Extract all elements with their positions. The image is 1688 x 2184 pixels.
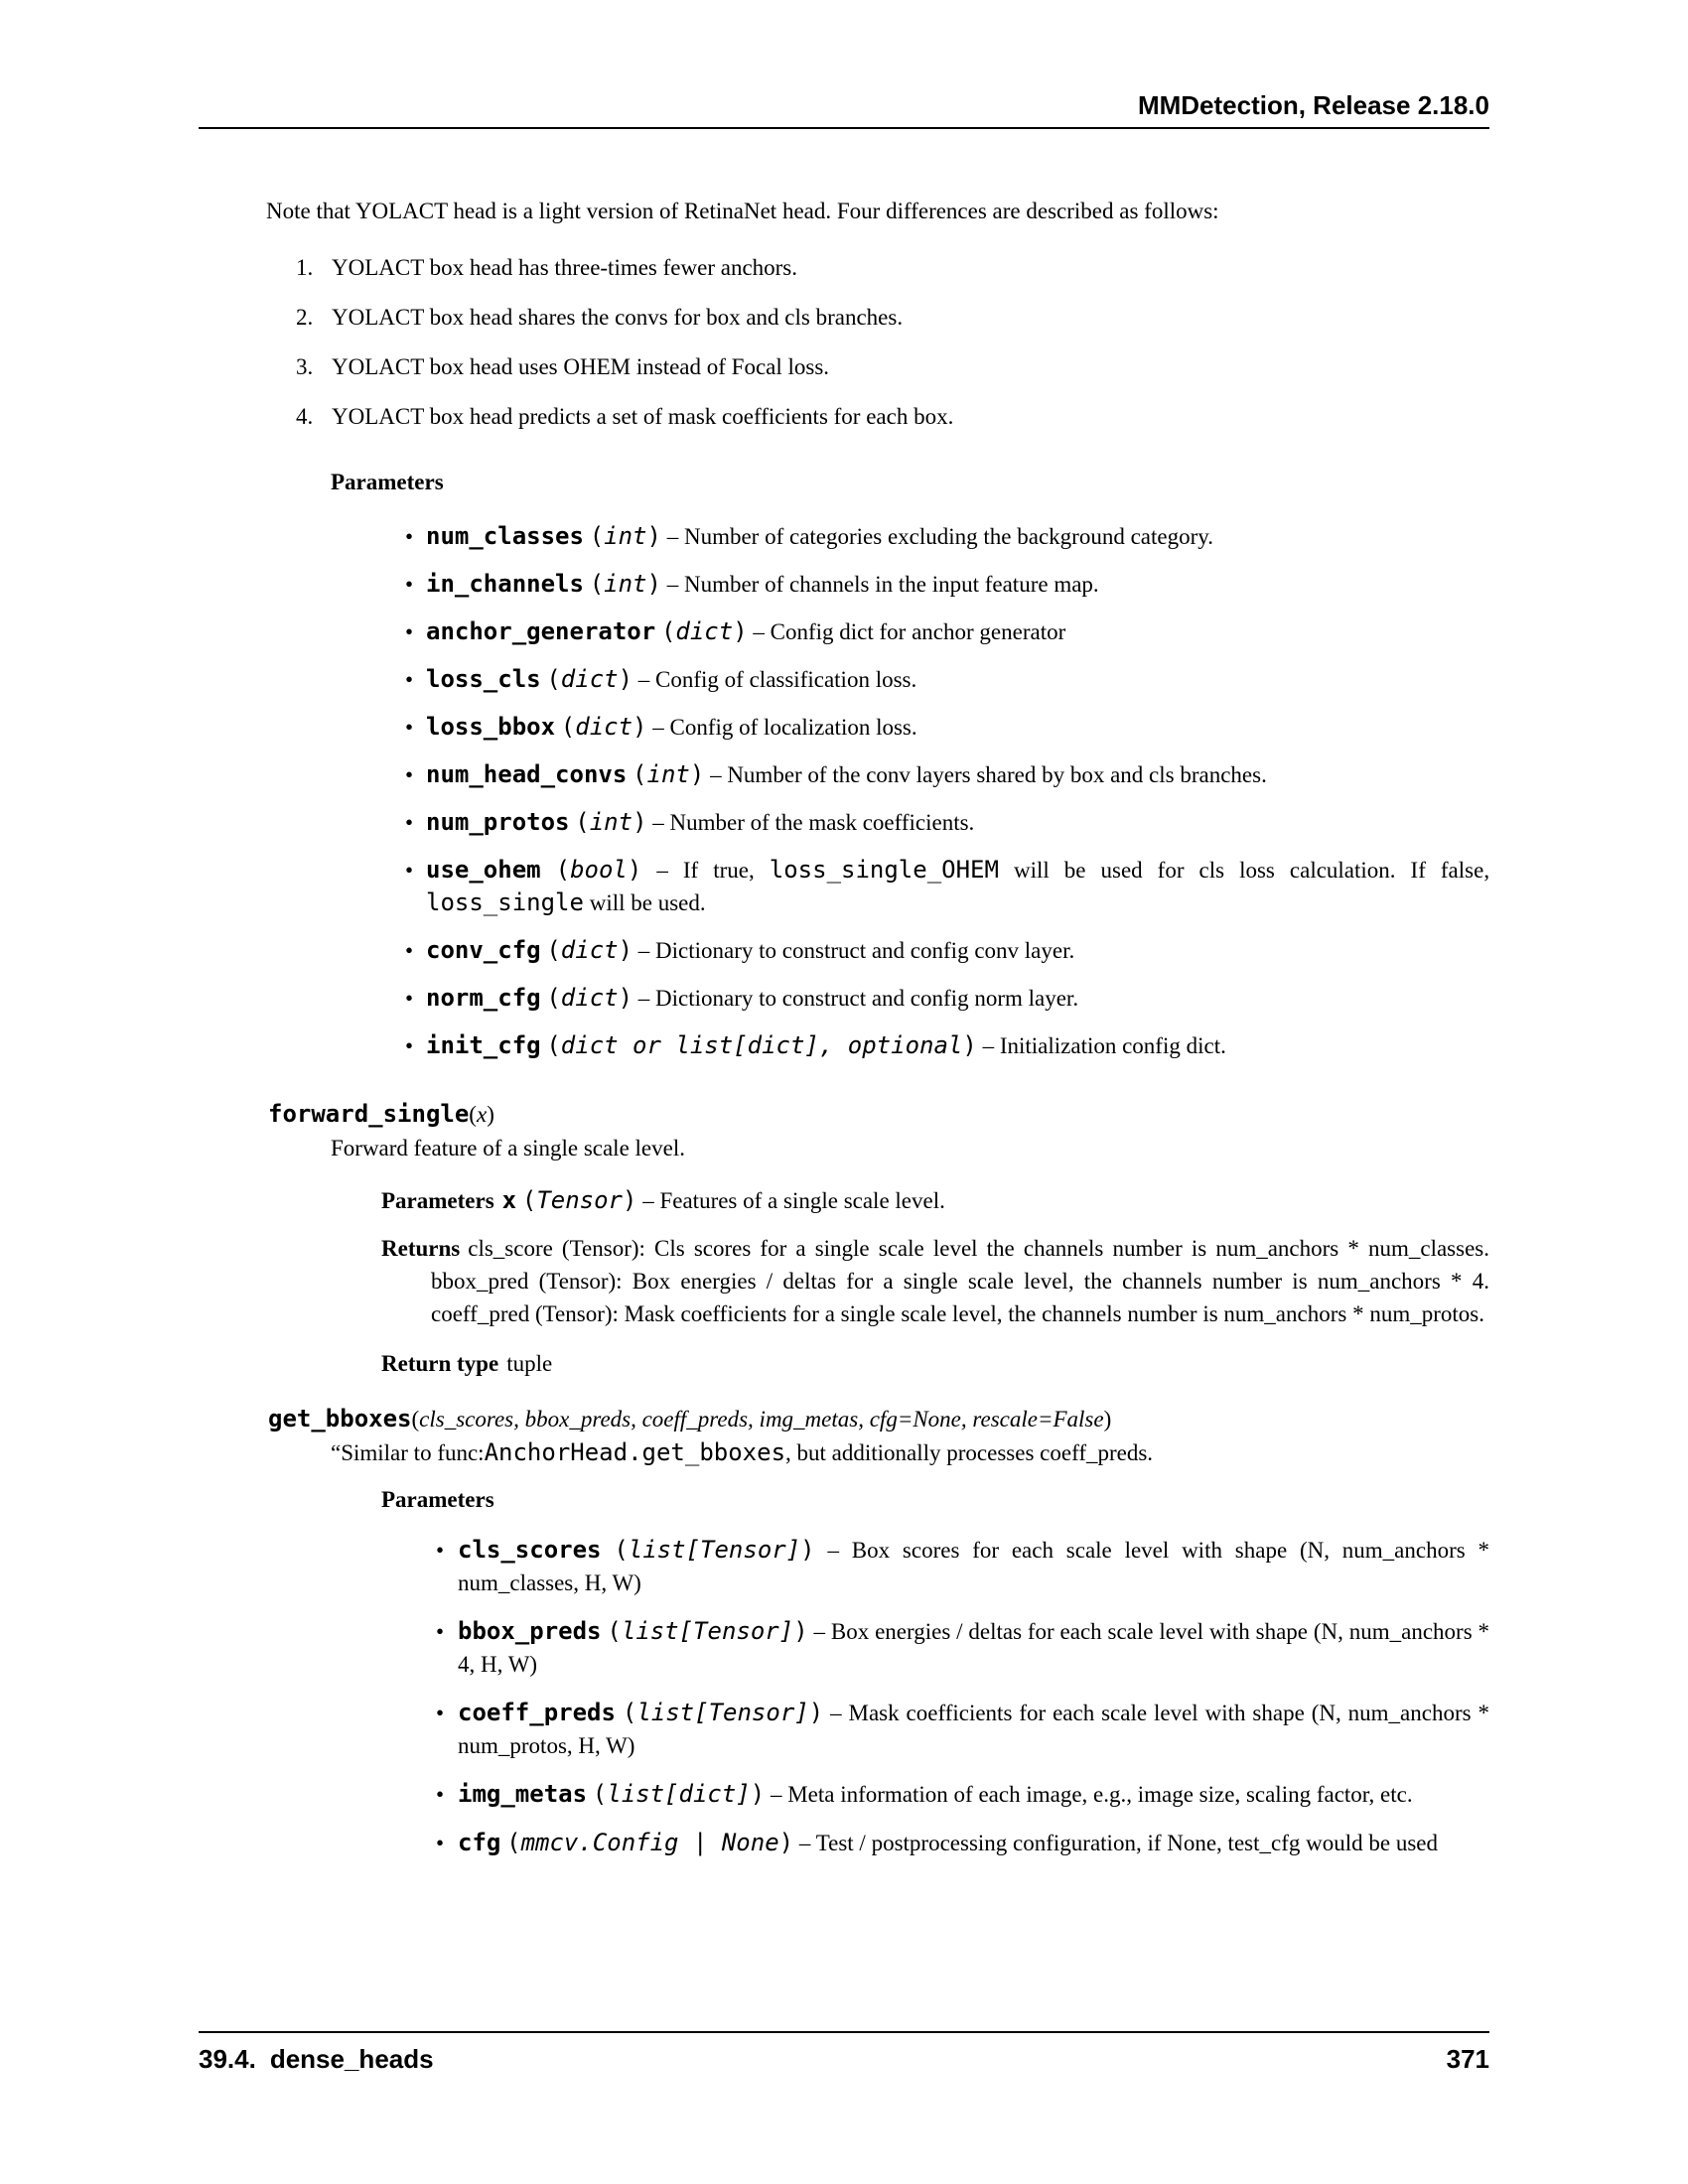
list-item	[296, 350, 1489, 383]
method-forward-single	[199, 1098, 1489, 1380]
page-body	[199, 195, 1489, 1859]
parameter-type: ( list[Tensor] )	[614, 1536, 814, 1564]
parameter-name: coeff_preds	[458, 1699, 616, 1726]
return-type-field	[381, 1347, 1489, 1380]
parameter-type: ( dict )	[546, 984, 633, 1012]
summary-prefix: “Similar to func:	[331, 1440, 485, 1465]
list-item-number: 1.	[296, 255, 314, 280]
parameter-name: anchor_generator	[426, 617, 656, 645]
list-item-number: 3.	[296, 354, 314, 379]
parameter-type: ( dict )	[546, 665, 633, 693]
parameter-name: x	[501, 1186, 517, 1214]
parameter-desc: – Box energies / deltas for each scale level with shape (N, num_anchors * 4, H, W)	[458, 1619, 1490, 1677]
inline-code: loss_single	[426, 888, 584, 916]
parameter-desc: – Number of channels in the input feature map.	[666, 572, 1099, 597]
parameter-item	[426, 758, 1489, 791]
list-item-number: 2.	[296, 305, 314, 330]
parameter-type: ( int )	[590, 570, 661, 598]
parameter-desc: – Number of the conv layers shared by box and cls branches.	[710, 762, 1267, 787]
parameter-name: conv_cfg	[426, 936, 541, 964]
parameter-desc: – Box scores for each scale level with shape (N, num_anchors * num_classes, H, W)	[458, 1538, 1490, 1595]
footer-page-number: 371	[1446, 2044, 1489, 2074]
parameter-type: ( bool )	[556, 856, 642, 884]
parameter-type: ( int )	[575, 808, 646, 836]
parameter-item	[426, 520, 1489, 553]
differences-list	[296, 251, 1489, 433]
method-signature	[268, 1098, 1489, 1131]
returns-text: cls_score (Tensor): Cls scores for a single scale level the channels number is num_anchors * num_classes. bbox_pred (Tensor): Box energies / deltas for a single scale level, the channels number is num_anchors * 4. coeff_pred (Tensor): Mask coefficients for a single scale level, the channels number is num_anchors * num_protos.	[431, 1236, 1489, 1326]
method-parameters-list	[458, 1534, 1489, 1859]
list-item-text: YOLACT box head uses OHEM instead of Focal loss.	[332, 354, 830, 379]
inline-code: loss_single_OHEM	[769, 856, 999, 884]
parameter-type: ( int )	[590, 522, 661, 550]
parameter-desc: – Mask coefficients for each scale level with shape (N, num_anchors * num_protos, H, W)	[458, 1701, 1489, 1758]
parameters-heading: Parameters	[331, 470, 444, 494]
parameter-desc: – Meta information of each image, e.g., image size, scaling factor, etc.	[770, 1782, 1413, 1807]
method-summary	[331, 1436, 1489, 1469]
parameter-name: cls_scores	[458, 1536, 602, 1564]
parameter-desc: – Features of a single scale level.	[642, 1188, 945, 1213]
parameter-item	[458, 1615, 1489, 1681]
parameter-type: ( dict )	[561, 713, 647, 741]
parameter-type: ( dict )	[661, 617, 748, 645]
intro-paragraph: Note that YOLACT head is a light version of RetinaNet head. Four differences are described as follows:	[266, 199, 1219, 223]
parameter-name: num_protos	[426, 808, 570, 836]
inline-code: AnchorHead.get_bboxes	[484, 1438, 786, 1466]
method-name: get_bboxes	[268, 1405, 412, 1433]
parameter-name: loss_cls	[426, 665, 541, 693]
parameters-field	[381, 1184, 1489, 1217]
parameter-type: ( list[dict] )	[593, 1780, 765, 1808]
list-item	[296, 251, 1489, 284]
parameter-name: img_metas	[458, 1780, 588, 1808]
summary-suffix: , but additionally processes coeff_preds.	[785, 1440, 1154, 1465]
parameter-item	[426, 615, 1489, 648]
parameter-name: norm_cfg	[426, 984, 541, 1012]
parameter-desc: – If true,	[656, 858, 755, 883]
method-args: ( x )	[469, 1102, 494, 1127]
parameter-item	[426, 934, 1489, 967]
parameter-desc: – Dictionary to construct and config norm layer.	[637, 986, 1079, 1011]
parameter-desc: will be used for cls loss calculation. If false,	[1013, 858, 1490, 883]
footer-section-number: 39.4.	[199, 2044, 256, 2074]
parameter-type: ( list[Tensor] )	[607, 1617, 807, 1645]
list-item	[296, 400, 1489, 433]
parameter-desc: – Config dict for anchor generator	[753, 619, 1066, 644]
footer-section-label: dense_heads	[269, 2044, 434, 2074]
parameter-desc: – Dictionary to construct and config conv layer.	[637, 938, 1075, 963]
parameter-desc: – Number of categories excluding the background category.	[666, 524, 1214, 549]
parameter-name: in_channels	[426, 570, 584, 598]
parameter-item	[426, 854, 1489, 919]
method-name: forward_single	[268, 1100, 470, 1128]
parameter-type: ( list[Tensor] )	[623, 1699, 823, 1726]
footer-section	[199, 2043, 434, 2076]
parameter-desc: will be used.	[589, 890, 706, 915]
return-type-value: tuple	[506, 1351, 553, 1376]
parameter-name: cfg	[458, 1829, 501, 1856]
field-label: Returns	[381, 1236, 461, 1261]
returns-field	[381, 1232, 1489, 1330]
field-label: Return type	[381, 1351, 499, 1376]
method-signature	[268, 1403, 1489, 1435]
parameter-name: use_ohem	[426, 856, 541, 884]
parameter-item	[426, 711, 1489, 744]
parameter-item	[426, 663, 1489, 696]
header-title: MMDetection, Release 2.18.0	[1137, 90, 1489, 120]
parameter-desc: – Config of localization loss.	[652, 715, 917, 740]
list-item-number: 4.	[296, 404, 314, 429]
list-item-text: YOLACT box head has three-times fewer anchors.	[332, 255, 798, 280]
parameter-item	[458, 1534, 1489, 1599]
list-item-text: YOLACT box head predicts a set of mask coefficients for each box.	[332, 404, 954, 429]
parameter-type: ( dict or list[dict], optional )	[546, 1031, 976, 1059]
parameter-type: ( Tensor )	[522, 1186, 637, 1214]
parameter-name: init_cfg	[426, 1031, 541, 1059]
parameter-type: ( mmcv.Config | None )	[506, 1829, 793, 1856]
parameter-item	[426, 1029, 1489, 1062]
parameter-item	[458, 1778, 1489, 1811]
parameter-name: bbox_preds	[458, 1617, 602, 1645]
parameter-desc: – Test / postprocessing configuration, if None, test_cfg would be used	[798, 1831, 1438, 1855]
parameter-item	[426, 568, 1489, 601]
parameter-name: loss_bbox	[426, 713, 556, 741]
page-footer	[199, 2031, 1489, 2076]
parameter-desc: – Number of the mask coefficients.	[652, 810, 975, 835]
parameter-type: ( dict )	[546, 936, 633, 964]
parameter-item	[458, 1697, 1489, 1762]
method-get-bboxes	[199, 1403, 1489, 1859]
parameter-desc: – Initialization config dict.	[982, 1033, 1226, 1058]
field-label: Parameters	[381, 1188, 494, 1213]
method-args: ( cls_scores, bbox_preds, coeff_preds, img_metas, cfg=None, rescale=False )	[412, 1407, 1112, 1432]
method-summary: Forward feature of a single scale level.	[331, 1136, 685, 1160]
parameters-heading: Parameters	[381, 1487, 494, 1512]
parameter-name: num_classes	[426, 522, 584, 550]
parameter-name: num_head_convs	[426, 760, 628, 788]
class-parameters-list	[426, 520, 1489, 1062]
list-item-text: YOLACT box head shares the convs for box and cls branches.	[332, 305, 904, 330]
parameter-type: ( int )	[633, 760, 704, 788]
parameter-item	[426, 806, 1489, 839]
page-header	[199, 0, 1489, 129]
list-item	[296, 301, 1489, 334]
parameter-item	[458, 1827, 1489, 1859]
parameter-desc: – Config of classification loss.	[637, 667, 917, 692]
parameter-item	[426, 982, 1489, 1015]
